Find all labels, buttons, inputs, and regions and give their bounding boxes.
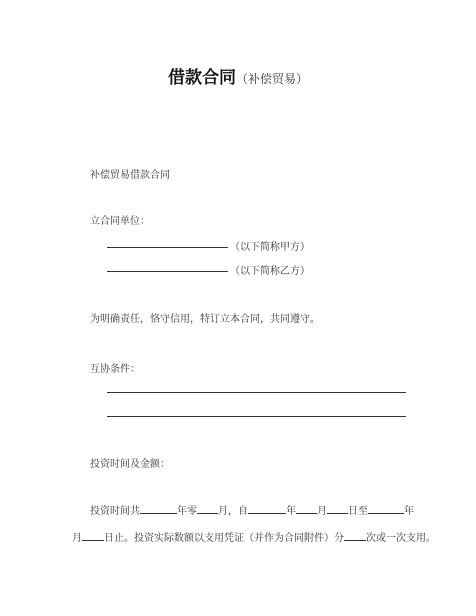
parties-label: 立合同单位： [90, 216, 150, 227]
party-b-name-blank [107, 271, 228, 272]
p2-text-2: 日止。投资实际数额以支用凭证（并作为合同附件）分 [104, 533, 344, 544]
months-blank [197, 504, 218, 514]
conditions-blank-line-1 [107, 392, 406, 393]
p1-text-5: 月 [317, 506, 327, 517]
preamble-text: 为明确责任，恪守信用，特订立本合同，共同遵守。 [90, 314, 320, 325]
years-blank [140, 504, 177, 514]
start-month-blank [296, 504, 317, 514]
document-title-block [0, 63, 476, 88]
investment-paragraph-line-2 [72, 529, 436, 544]
p1-text-1: 投资时间共 [90, 506, 140, 517]
end-month-blank [82, 531, 104, 541]
contract-heading: 补偿贸易借款合同 [90, 170, 170, 181]
p1-text-4: 年 [286, 506, 296, 517]
p1-text-2: 年零 [177, 506, 197, 517]
investment-paragraph-line-1 [90, 502, 414, 517]
section-conditions-label: 互协条件： [90, 364, 140, 375]
start-day-blank [327, 504, 348, 514]
party-a-suffix: （以下简称甲方） [230, 242, 310, 253]
installments-blank [344, 531, 366, 541]
p1-text-6: 日至 [348, 506, 368, 517]
p1-text-7: 年 [404, 506, 414, 517]
section-investment-label: 投资时间及金额： [90, 459, 170, 470]
p1-text-3: 月，自 [218, 506, 248, 517]
document-title: 借款合同 [167, 68, 236, 88]
p2-text-1: 月 [72, 533, 82, 544]
end-year-blank [368, 504, 404, 514]
start-year-blank [248, 504, 286, 514]
party-b-suffix: （以下简称乙方） [230, 266, 310, 277]
p2-text-3: 次或一次支用。 [366, 533, 436, 544]
document-subtitle: （补偿贸易） [235, 72, 308, 86]
conditions-blank-line-2 [107, 416, 406, 417]
party-a-name-blank [107, 247, 228, 248]
